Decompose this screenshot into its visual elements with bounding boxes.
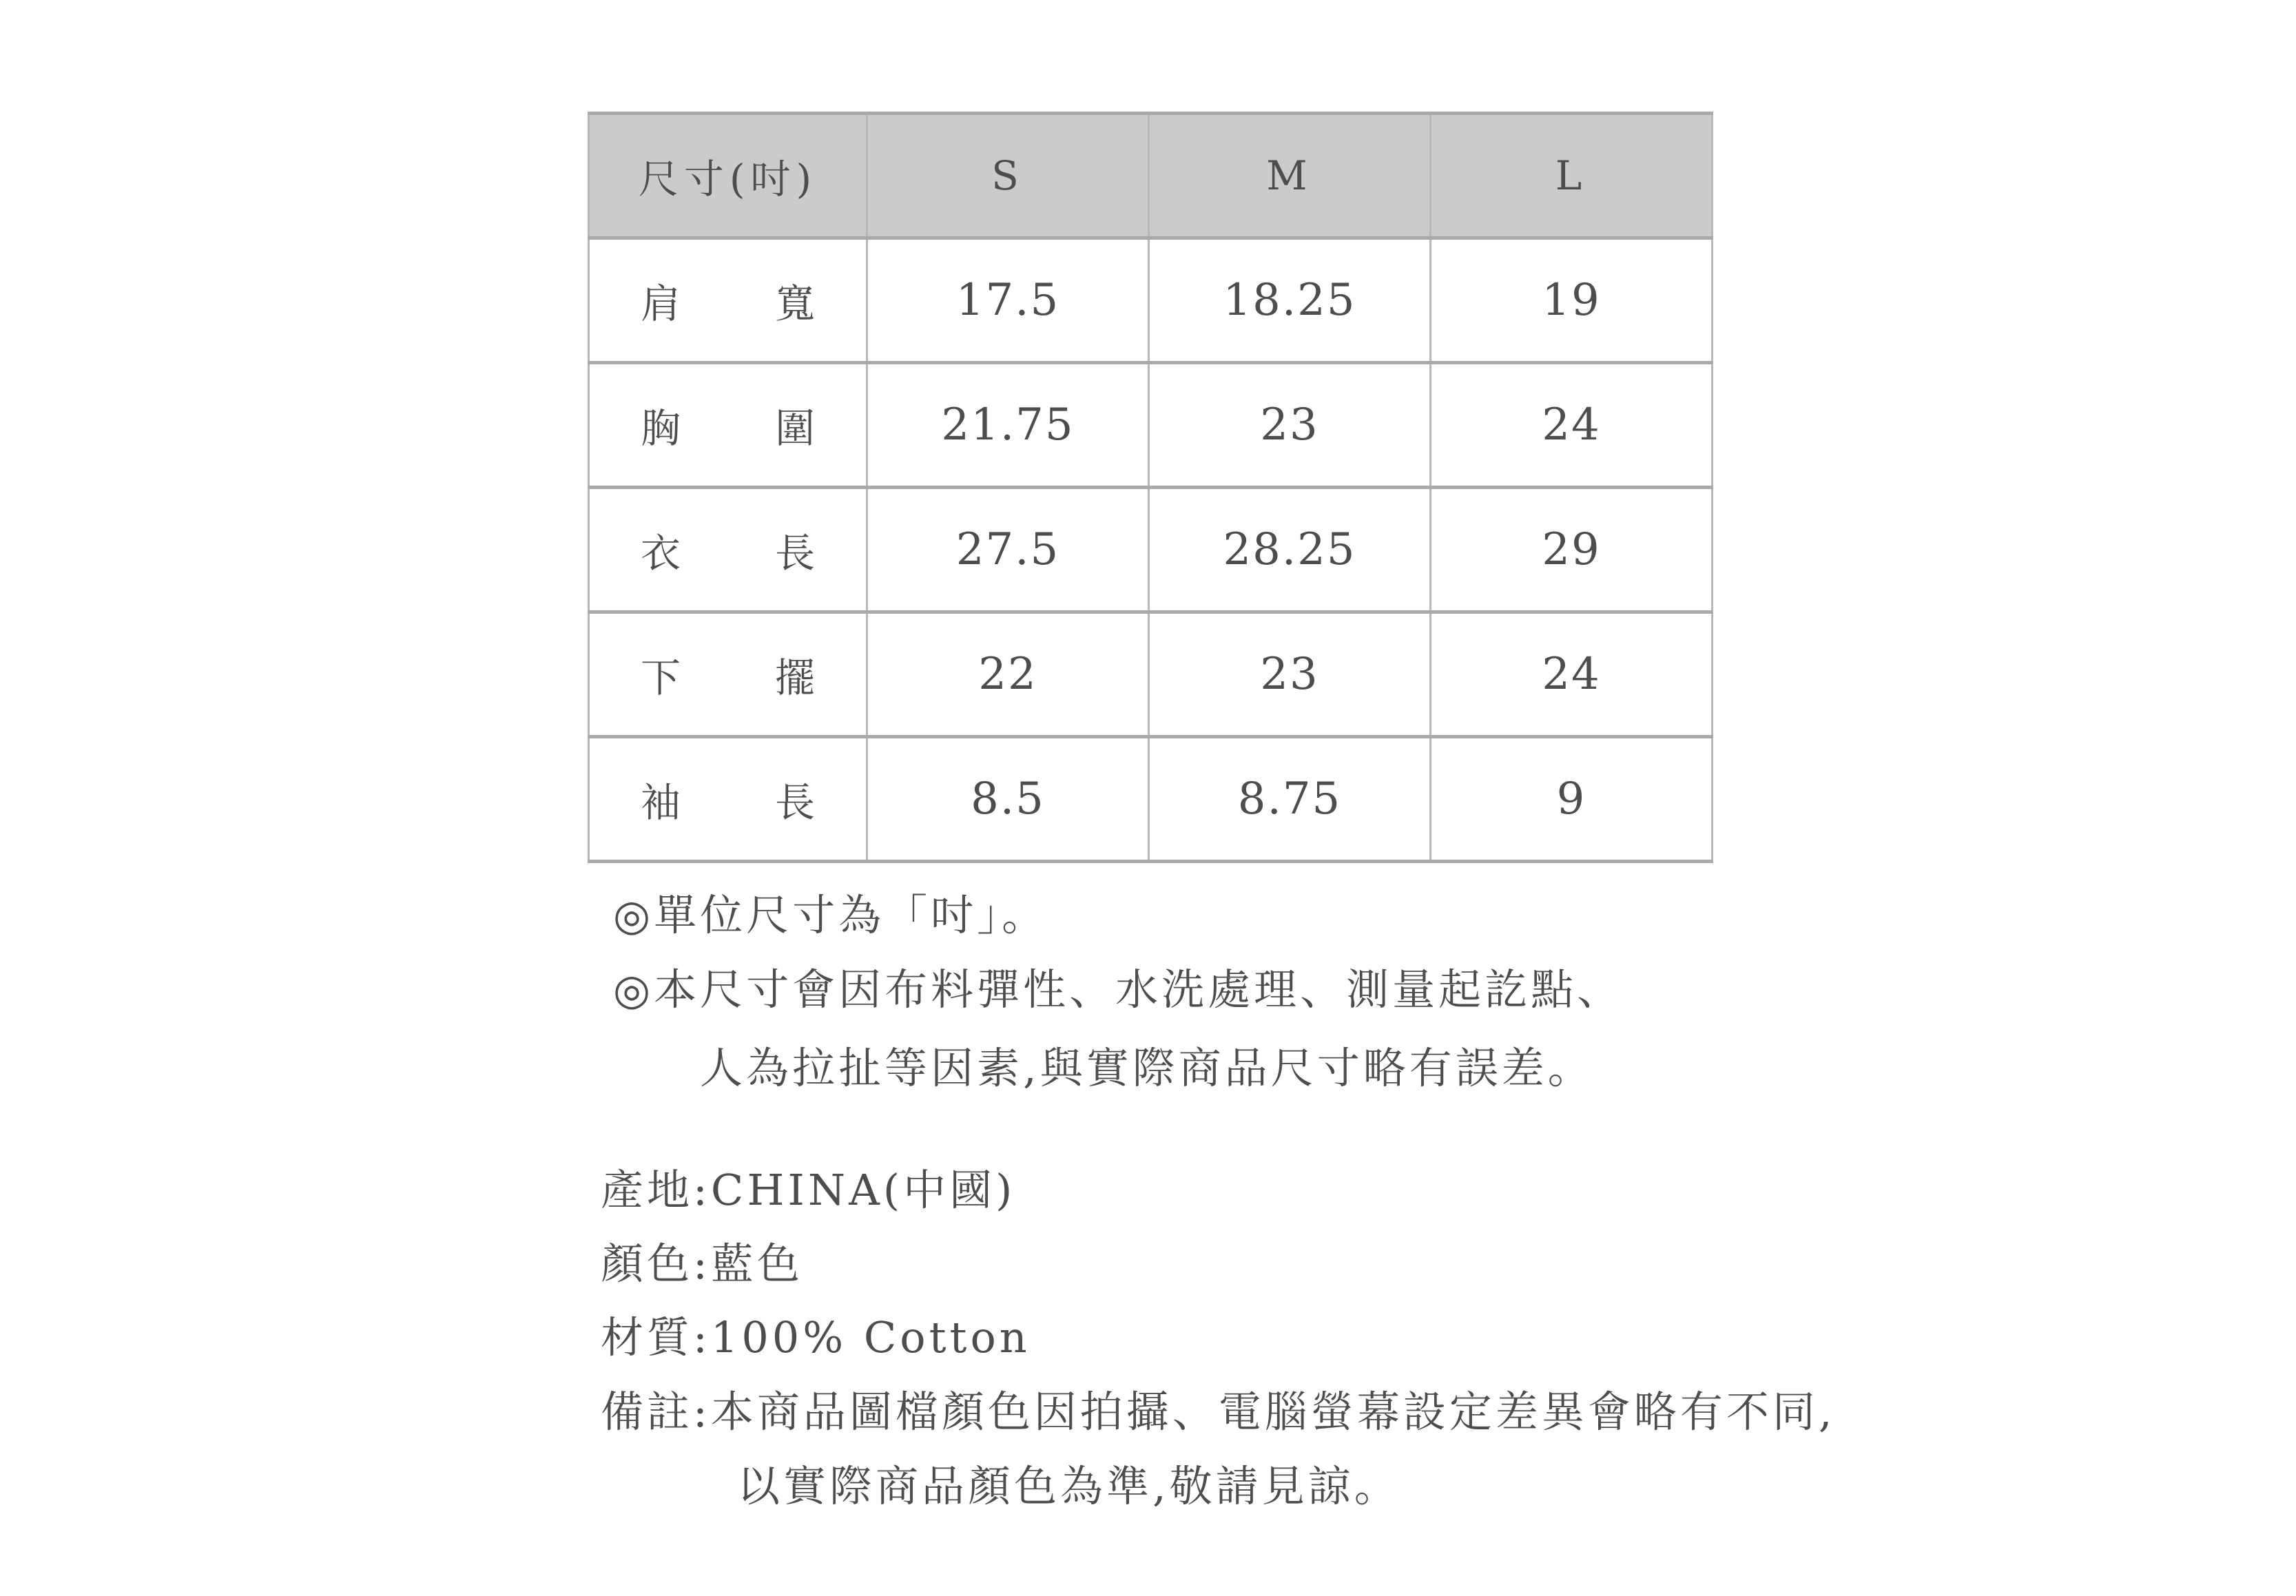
value-sleeve-l: 9: [1431, 737, 1713, 862]
header-cell-size-s: S: [867, 114, 1149, 238]
row-label-char: 衣: [641, 530, 681, 577]
size-table: [588, 112, 1713, 863]
header-cell-size-unit: 尺寸(吋): [589, 114, 867, 238]
detail-remark-line2: 以實際商品顏色為準,敬請見諒。: [737, 1461, 1400, 1511]
row-label-garment-length: [589, 488, 867, 612]
row-label-chest: [589, 363, 867, 488]
row-label-char: 下: [641, 654, 681, 701]
header-cell-size-m: M: [1149, 114, 1431, 238]
table-row-sleeve-length: [589, 737, 1713, 862]
table-row-shoulder-width: [589, 238, 1713, 363]
value-length-m: 28.25: [1149, 488, 1431, 612]
detail-material: 材質:100% Cotton: [601, 1312, 1031, 1362]
table-row-hem: [589, 612, 1713, 737]
note-tolerance-line2: 人為拉扯等因素,與實際商品尺寸略有誤差。: [700, 1043, 1594, 1093]
value-sleeve-s: 8.5: [867, 737, 1149, 862]
row-label-char: 寬: [774, 280, 815, 327]
value-chest-m: 23: [1149, 363, 1431, 488]
value-hem-l: 24: [1431, 612, 1713, 737]
row-label-char: 長: [774, 779, 815, 826]
table-row-chest: [589, 363, 1713, 488]
value-length-s: 27.5: [867, 488, 1149, 612]
row-label-char: 袖: [641, 779, 681, 826]
detail-origin: 產地:CHINA(中國): [601, 1165, 1016, 1215]
detail-color: 顏色:藍色: [601, 1239, 803, 1289]
row-label-char: 擺: [774, 654, 815, 701]
note-tolerance-line1: ◎本尺寸會因布料彈性、水洗處理、測量起訖點、: [613, 964, 1624, 1015]
value-shoulder-s: 17.5: [867, 238, 1149, 363]
value-chest-l: 24: [1431, 363, 1713, 488]
value-chest-s: 21.75: [867, 363, 1149, 488]
table-row-garment-length: [589, 488, 1713, 612]
note-unit: ◎單位尺寸為「吋」。: [613, 890, 1048, 940]
header-cell-size-l: L: [1431, 114, 1713, 238]
row-label-char: 肩: [641, 280, 681, 327]
value-length-l: 29: [1431, 488, 1713, 612]
value-hem-m: 23: [1149, 612, 1431, 737]
size-table-header-row: [589, 114, 1713, 238]
row-label-char: 長: [774, 530, 815, 577]
detail-remark-line1: 備註:本商品圖檔顏色因拍攝、電腦螢幕設定差異會略有不同,: [601, 1387, 1836, 1437]
value-shoulder-l: 19: [1431, 238, 1713, 363]
row-label-sleeve-length: [589, 737, 867, 862]
row-label-char: 圍: [774, 405, 815, 452]
row-label-hem: [589, 612, 867, 737]
row-label-char: 胸: [641, 405, 681, 452]
value-shoulder-m: 18.25: [1149, 238, 1431, 363]
value-sleeve-m: 8.75: [1149, 737, 1431, 862]
row-label-shoulder-width: [589, 238, 867, 363]
value-hem-s: 22: [867, 612, 1149, 737]
